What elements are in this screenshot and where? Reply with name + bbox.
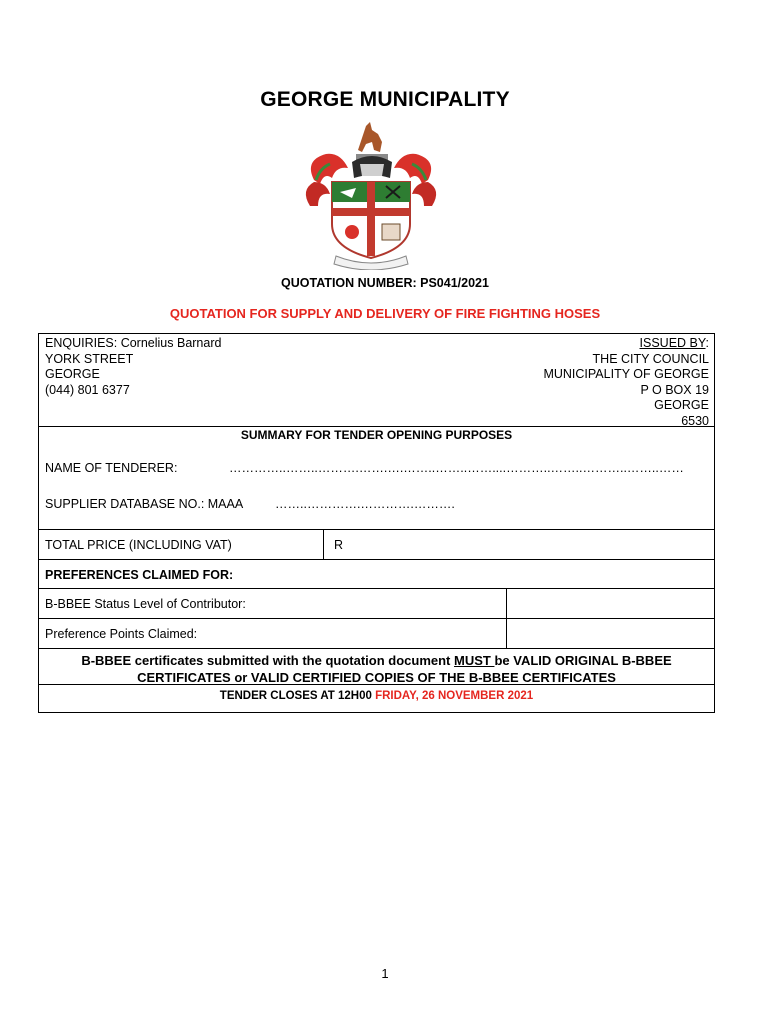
preferences-heading: PREFERENCES CLAIMED FOR: xyxy=(45,568,234,582)
divider xyxy=(39,588,714,589)
closing-date: FRIDAY, 26 NOVEMBER 2021 xyxy=(375,690,534,702)
issued-by-block xyxy=(543,336,709,429)
tender-summary-form xyxy=(38,333,715,713)
enquiries-phone: (044) 801 6377 xyxy=(45,382,130,397)
issued-by-label: ISSUED BY xyxy=(639,336,706,350)
bbbee-certificate-notice: B-BBEE certificates submitted with the quotation document MUST be VALID ORIGINAL B-BBEE CERTIFICATES or VALID CERTIFIED COPIES OF THE B-BBEE CERTIFICATES xyxy=(81,653,672,685)
issued-by-postcode: 6530 xyxy=(681,413,709,428)
document-title: GEORGE MUNICIPALITY xyxy=(260,88,510,111)
divider xyxy=(39,559,714,560)
preference-points-label: Preference Points Claimed: xyxy=(45,627,198,641)
divider xyxy=(39,684,714,685)
tenderer-label: NAME OF TENDERER: xyxy=(45,461,178,475)
issued-by-colon: : xyxy=(705,336,709,350)
supplier-db-label: SUPPLIER DATABASE NO.: MAAA xyxy=(45,497,244,511)
tenderer-field[interactable]: …………..……..……….…….….……..……..……....………..……..………..……..…… xyxy=(229,461,684,475)
page-number: 1 xyxy=(381,966,389,981)
enquiries-line: GEORGE xyxy=(45,367,100,381)
total-price-label: TOTAL PRICE (INCLUDING VAT) xyxy=(45,538,232,552)
issued-by-line: P O BOX 19 xyxy=(640,382,709,397)
issued-by-line: THE CITY COUNCIL xyxy=(592,351,709,366)
enquiries-line: ENQUIRIES: Cornelius Barnard xyxy=(45,336,222,350)
bbbee-level-label: B-BBEE Status Level of Contributor: xyxy=(45,597,246,611)
divider xyxy=(39,529,714,530)
total-price-field[interactable]: R xyxy=(334,538,344,552)
tender-closing-notice: TENDER CLOSES AT 12H00 FRIDAY, 26 NOVEMBER 2021 xyxy=(219,690,534,702)
supplier-db-field[interactable]: ……..………….………….………. xyxy=(275,497,455,511)
divider xyxy=(39,618,714,619)
summary-heading: SUMMARY FOR TENDER OPENING PURPOSES xyxy=(240,428,513,442)
issued-by-line: GEORGE xyxy=(654,398,709,412)
george-municipality-crest-icon xyxy=(296,120,446,270)
divider xyxy=(39,648,714,649)
divider xyxy=(39,426,714,427)
enquiries-block xyxy=(45,336,221,398)
quotation-number: QUOTATION NUMBER: PS041/2021 xyxy=(281,276,489,290)
issued-by-line: MUNICIPALITY OF GEORGE xyxy=(543,367,709,381)
divider xyxy=(323,529,324,559)
preference-points-field[interactable] xyxy=(509,620,709,646)
bbbee-level-field[interactable] xyxy=(509,590,709,616)
enquiries-line: YORK STREET xyxy=(45,351,134,366)
quotation-title: QUOTATION FOR SUPPLY AND DELIVERY OF FIRE FIGHTING HOSES xyxy=(169,306,601,321)
